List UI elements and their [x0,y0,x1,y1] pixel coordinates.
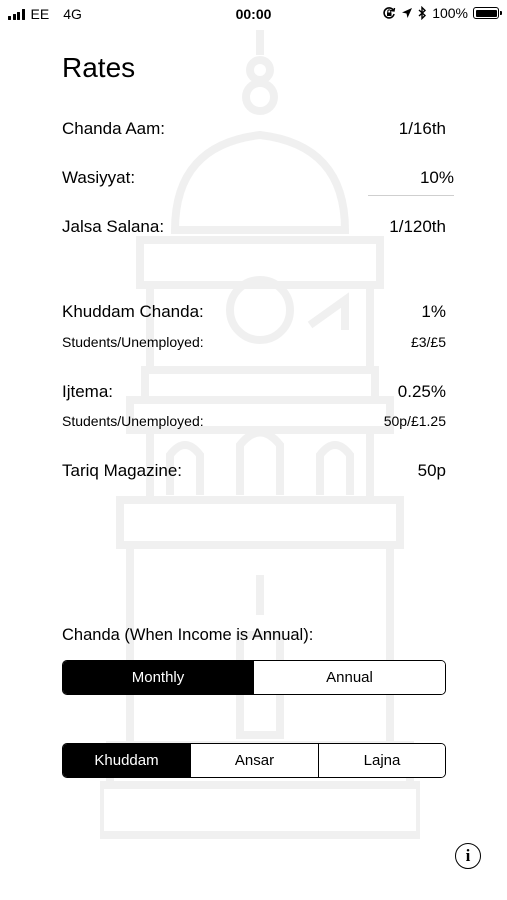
location-arrow-icon [401,7,413,19]
rate-label: Students/Unemployed: [62,413,204,429]
rate-label: Khuddam Chanda: [62,302,204,321]
info-icon[interactable] [455,843,481,869]
rate-row-wasiyyat [62,168,454,188]
segment-khuddam[interactable]: Khuddam [63,744,190,777]
rate-label: Wasiyyat: [62,168,136,187]
segment-monthly[interactable]: Monthly [63,661,253,694]
rate-value: 50p/£1.25 [383,413,446,429]
rate-row-chanda-aam [62,119,446,139]
rate-label: Students/Unemployed: [62,334,204,350]
rate-row-khuddam-students [62,334,446,350]
status-bar [0,0,507,28]
rate-value: 0.25% [397,382,446,401]
chanda-period-label: Chanda (When Income is Annual): [62,626,314,644]
battery-percent: 100% [432,5,468,21]
rate-row-jalsa-salana [62,217,446,237]
segment-ansar[interactable]: Ansar [190,744,318,777]
lock-rotation-icon [382,6,396,20]
carrier-label: EE [30,6,50,22]
segment-annual[interactable]: Annual [253,661,445,694]
status-time: 00:00 [235,6,272,22]
rate-value: 1/16th [398,119,446,138]
status-right [382,5,499,21]
chanda-period-segmented-control [62,660,446,695]
minaret-watermark-icon [100,25,420,845]
battery-icon [473,7,499,19]
rate-value: 1/120th [389,217,446,236]
rate-value: £3/£5 [410,334,446,350]
rate-row-tariq-magazine [62,461,446,481]
segment-lajna[interactable]: Lajna [318,744,445,777]
rate-row-khuddam-chanda [62,302,446,322]
network-label: 4G [63,6,82,22]
bluetooth-icon [418,6,427,20]
rate-label: Ijtema: [62,382,114,401]
wasiyyat-field-underline [368,195,454,196]
auxiliary-segmented-control [62,743,446,778]
rate-label: Tariq Magazine: [62,461,183,480]
rate-value: 50p [417,461,446,480]
rate-label: Jalsa Salana: [62,217,165,236]
rate-row-ijtema-students [62,413,446,429]
page-title: Rates [62,52,136,83]
rate-value: 1% [421,302,446,321]
rate-row-ijtema [62,382,446,402]
info-glyph: i [465,846,471,865]
rate-label: Chanda Aam: [62,119,166,138]
wasiyyat-value-field[interactable]: 10% [419,168,454,187]
